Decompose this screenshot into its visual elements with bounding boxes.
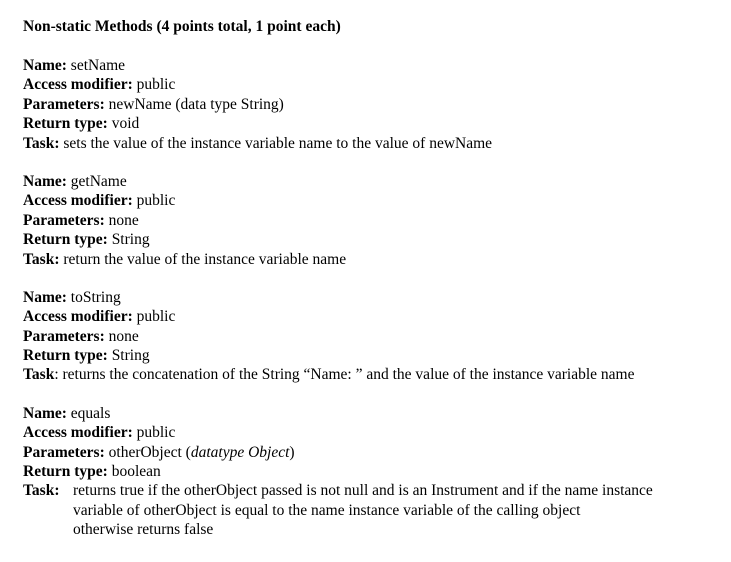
name-value: equals [70,404,111,422]
task-label: Task: [23,482,60,500]
parameters-label: Parameters: [23,327,105,345]
task-line: returns true if the otherObject passed is not null and is an Instrument and if the name instance [73,482,653,500]
return-type-value: boolean [111,463,161,481]
name-label: Name: [23,404,67,422]
return-type-label: Return type: [23,231,108,249]
parameters-label: Parameters: [23,211,105,229]
name-value: getName [70,172,127,190]
return-type-label: Return type: [23,463,108,481]
task-row [23,134,723,153]
parameters-row [23,211,723,230]
task-line: otherwise returns false [73,521,214,539]
task-line: variable of otherObject is equal to the name instance variable of the calling object [73,501,581,519]
task-value [73,481,723,539]
return-type-label: Return type: [23,347,108,365]
return-type-value: void [111,115,140,133]
task-value: : returns the concatenation of the String “Name: ” and the value of the instance variable name [54,366,635,384]
method-setname [23,56,723,153]
parameters-label: Parameters: [23,443,105,461]
name-label: Name: [23,288,67,306]
method-getname [23,172,723,269]
access-modifier-row [23,423,723,442]
parameters-value: none [108,327,139,345]
parameters-value: none [108,211,139,229]
method-name-row [23,172,723,191]
access-modifier-value: public [136,192,176,210]
access-modifier-row [23,307,723,326]
return-type-value: String [111,231,150,249]
task-value: return the value of the instance variable name [63,250,347,268]
parameters-row [23,95,723,114]
return-type-row [23,346,723,365]
parameters-value-prefix: otherObject ( [108,443,191,461]
return-type-label: Return type: [23,115,108,133]
method-name-row [23,288,723,307]
return-type-row [23,114,723,133]
access-modifier-row [23,75,723,94]
task-row [23,250,723,269]
task-row [23,365,723,384]
parameters-value: newName (data type String) [108,95,284,113]
parameters-value-type: datatype Object [190,443,290,461]
parameters-row [23,443,723,462]
name-value: toString [70,288,121,306]
task-value: sets the value of the instance variable name to the value of newName [63,134,493,152]
access-modifier-label: Access modifier: [23,192,133,210]
method-equals [23,404,723,540]
access-modifier-value: public [136,308,176,326]
parameters-label: Parameters: [23,95,105,113]
task-label: Task: [23,134,60,152]
return-type-value: String [111,347,150,365]
name-value: setName [70,57,126,74]
method-name-row [23,56,723,75]
name-label: Name: [23,172,67,190]
access-modifier-row [23,191,723,210]
task-label: Task: [23,250,60,268]
access-modifier-label: Access modifier: [23,424,133,442]
section-heading: Non-static Methods (4 points total, 1 point each) [23,18,341,35]
name-label: Name: [23,57,67,74]
access-modifier-value: public [136,424,176,442]
method-tostring [23,288,723,385]
access-modifier-label: Access modifier: [23,76,133,94]
parameters-row [23,327,723,346]
access-modifier-label: Access modifier: [23,308,133,326]
return-type-row [23,230,723,249]
return-type-row [23,462,723,481]
parameters-value-suffix: ) [289,443,295,461]
access-modifier-value: public [136,76,176,94]
method-name-row [23,404,723,423]
document [23,17,723,540]
task-label: Task [23,366,55,384]
task-row [23,481,723,539]
